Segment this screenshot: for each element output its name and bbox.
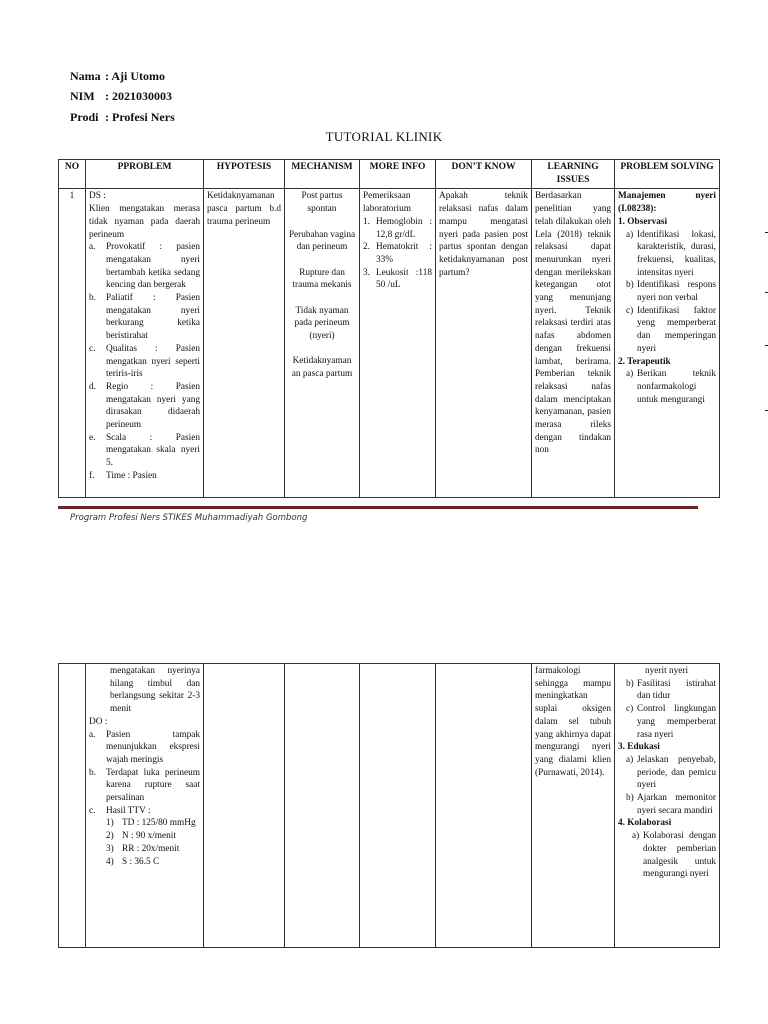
- problem-solving-cell: [615, 189, 720, 498]
- learning-issues-cell: Berdasarkan penelitian yang telah dilakukan oleh Lela (2018) teknik relaksasi dapat menurunkan nyeri dengan merilekskan ketegangan otot yang menunjang nyeri. Teknik relaksasi terdiri atas nafas abdomen dengan frekuensi lambat, berirama. Pemberian teknik relaksasi nafas dalam menciptakan kenyamanan, pasien merasa rileks dengan tindakan non: [532, 189, 615, 498]
- list-item: 1) TD : 125/80 mmHg: [106, 818, 196, 829]
- tutorial-table-page2: [58, 663, 720, 948]
- list-item: c) Identifikasi faktor yeng memperberat dan memperingan nyeri: [626, 305, 716, 354]
- list-item: e. Scala : Pasien mengatakan skala nyeri 5.: [89, 432, 200, 469]
- problem-cell: [86, 189, 204, 498]
- list-item: b. Paliatif : Pasien mengatakan nyeri berkurang ketika beristirahat: [89, 293, 200, 342]
- mechanism-cell-empty: [285, 664, 360, 948]
- section-edukasi: 3. Edukasi: [618, 742, 660, 753]
- list-item: a. Pasien tampak menunjukkan ekspresi wajah meringis: [89, 729, 200, 765]
- list-item: 1. Hemoglobin : 12,8 gr/dL: [363, 216, 432, 240]
- col-header-problem: PPROBLEM: [86, 160, 204, 189]
- list-item: c. Hasil TTV :: [89, 805, 151, 816]
- list-item: a. Provokatif : pasien mengatakan nyeri bertambah ketika sedang kencing dan bergerak: [89, 242, 200, 291]
- prodi-label: Prodi: [70, 110, 99, 124]
- ds-label: DS :: [89, 191, 106, 202]
- do-label: DO :: [89, 716, 108, 727]
- nim-line: [70, 89, 172, 103]
- mechanism-step: Ketidaknyaman an pasca partum: [291, 356, 353, 380]
- section-terapeutik: 2. Terapeutik: [618, 356, 671, 367]
- problem-intro: Klien mengatakan merasa tidak nyaman pada daerah perineum: [89, 204, 200, 240]
- list-item: f. Time : Pasien: [89, 470, 157, 481]
- list-item: 2) N : 90 x/menit: [106, 831, 176, 842]
- dont-know-cell-empty: [436, 664, 532, 948]
- prodi-line: [70, 110, 175, 124]
- row-number-empty: [59, 664, 86, 948]
- list-item: b) Ajarkan memonitor nyeri secara mandiri: [626, 793, 716, 816]
- more-info-intro: Pemeriksaan laboratorium: [363, 191, 412, 215]
- nama-value: : Aji Utomo: [105, 69, 165, 83]
- nama-line: [70, 69, 165, 83]
- row-number: 1: [59, 189, 86, 498]
- list-item: a) Identifikasi lokasi, karakteristik, durasi, frekuensi, kualitas, intensitas nyeri: [626, 229, 716, 278]
- mechanism-step: Post partus spontan: [301, 191, 343, 215]
- list-item: c. Qualitas : Pasien mengatkan nyeri seperti teriris-iris: [89, 343, 200, 380]
- list-item: c) Control lingkungan yang memperberat rasa nyeri: [626, 704, 716, 740]
- prodi-value: : Profesi Ners: [105, 110, 175, 124]
- tutorial-table-page1: [58, 159, 720, 498]
- col-header-mechanism: MECHANISM: [285, 160, 360, 189]
- col-header-more-info: MORE INFO: [360, 160, 436, 189]
- footer-divider: [58, 506, 698, 509]
- section-observasi: 1. Observasi: [618, 216, 668, 227]
- mechanism-step: Tidak nyaman pada perineum (nyeri): [294, 305, 350, 342]
- col-header-hypotesis: HYPOTESIS: [204, 160, 285, 189]
- mechanism-step: Rupture dan trauma mekanis: [292, 267, 352, 291]
- page-footer: Program Profesi Ners STIKES Muhammadiyah Gombong: [70, 513, 308, 523]
- more-info-cell-empty: [360, 664, 436, 948]
- nim-label: NIM: [70, 89, 95, 103]
- problem-cell-cont: [86, 664, 204, 948]
- problem-solving-continuation: nyerit nyeri: [645, 666, 689, 676]
- list-item: b. Terdapat luka perineum karena rupture saat persalinan: [89, 767, 200, 804]
- list-item: 2. Hematokrit : 33%: [363, 242, 432, 265]
- nim-value: : 2021030003: [105, 89, 172, 103]
- dont-know-cell: Apakah teknik relaksasi nafas dalam mampu mengatasi nyeri pada pasien post partus spontan dengan ketidaknyamanan post partum?: [436, 189, 532, 498]
- list-item: 4) S : 36.5 C: [106, 856, 160, 867]
- nama-label: Nama: [70, 69, 101, 83]
- list-item: b) Fasilitasi istirahat dan tidur: [626, 678, 716, 702]
- list-item: b) Identifikasi respons nyeri non verbal: [626, 280, 716, 304]
- list-item: 3. Leukosit :118 50 /uL: [363, 267, 432, 291]
- table-row: [59, 664, 720, 948]
- table-header-row: [59, 160, 720, 189]
- problem-solving-heading: Manajemen nyeri (I.08238):: [618, 191, 716, 215]
- section-kolaborasi: 4. Kolaborasi: [618, 818, 672, 829]
- mechanism-cell: [285, 189, 360, 498]
- table-row: [59, 189, 720, 498]
- more-info-cell: [360, 189, 436, 498]
- document-title: TUTORIAL KLINIK: [325, 129, 443, 144]
- list-item: a) Berikan teknik nonfarmakologi untuk mengurangi: [626, 369, 716, 405]
- list-item: 3) RR : 20x/menit: [106, 843, 180, 854]
- list-item: d. Regio : Pasien mengatakan nyeri yang dirasakan didaerah perineum: [89, 381, 200, 431]
- col-header-learning-issues: LEARNING ISSUES: [532, 160, 615, 189]
- col-header-problem-solving: PROBLEM SOLVING: [615, 160, 720, 189]
- mechanism-step: Perubahan vagina dan perineum: [288, 229, 356, 253]
- problem-solving-cell-cont: [615, 664, 720, 948]
- col-header-no: NO: [59, 160, 86, 189]
- list-item: a) Jelaskan penyebab, periode, dan pemicu nyeri: [626, 754, 716, 791]
- col-header-dont-know: DON’T KNOW: [436, 160, 532, 189]
- list-item: a) Kolaborasi dengan dokter pemberian analgesik untuk mengurangi nyeri: [632, 831, 716, 880]
- problem-continuation: mengatakan nyerinya hilang timbul dan berlangsung sekitar 2-3 menit: [110, 666, 200, 715]
- learning-issues-cell-cont: farmakologi sehingga mampu meningkatkan suplai oksigen dalam sel tubuh yang akhirnya dapat mengurangi nyeri yang dialami klien (Purnawati, 2014).: [532, 664, 615, 948]
- hypotesis-cell: Ketidaknyamanan pasca partum b.d trauma perineum: [204, 189, 285, 498]
- hypotesis-cell-empty: [204, 664, 285, 948]
